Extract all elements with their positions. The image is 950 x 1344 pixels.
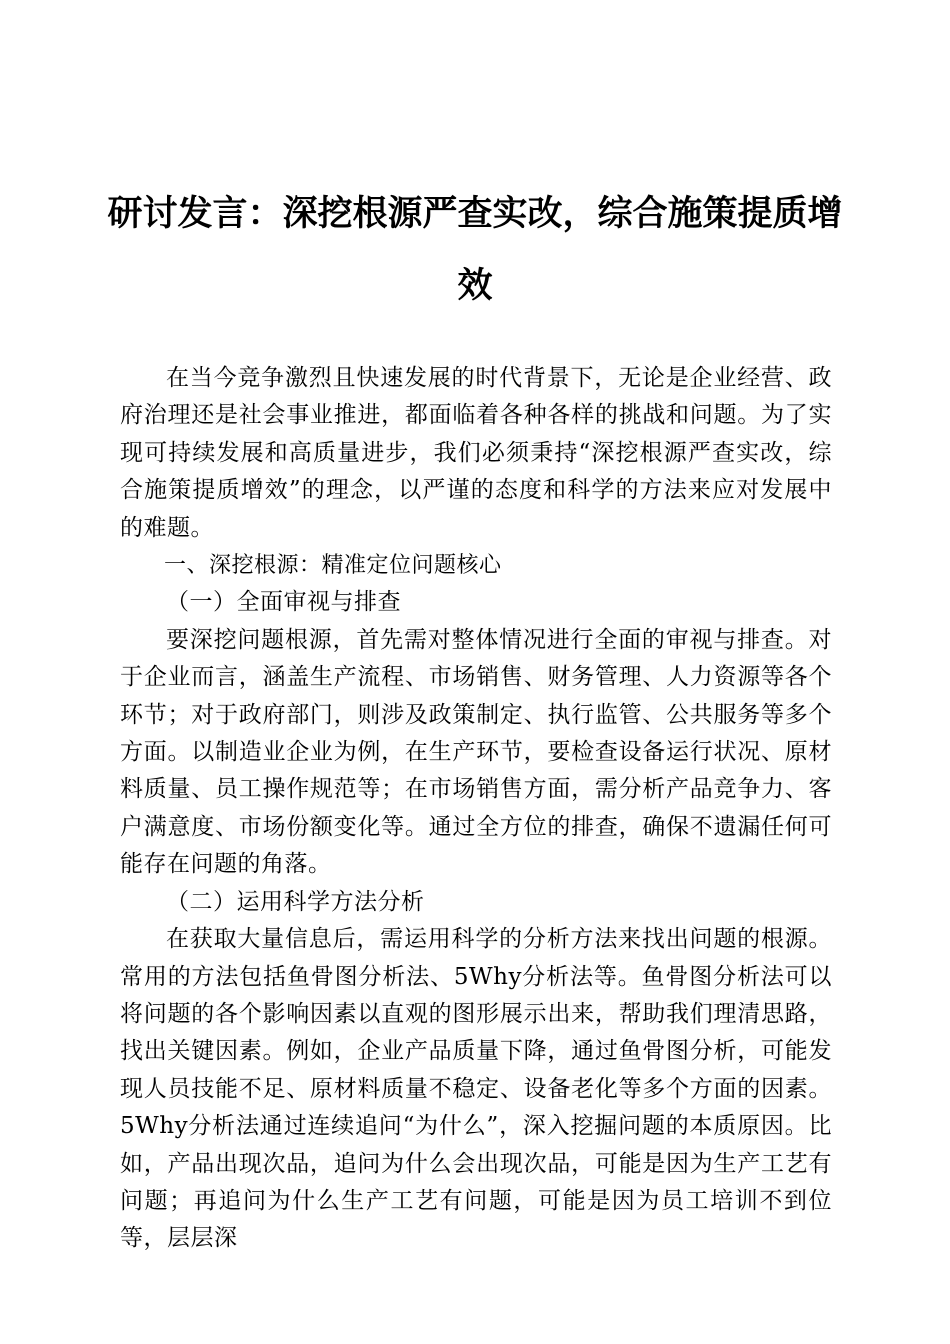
document-title: 研讨发言：深挖根源严查实改，综合施策提质增效: [107, 193, 843, 306]
subsection-heading-2: （二）运用科学方法分析: [166, 888, 425, 915]
paragraph-review: 要深挖问题根源，首先需对整体情况进行全面的审视与排查。对于企业而言，涵盖生产流程、市场销售、财务管理、人力资源等各个环节；对于政府部门，则涉及政策制定、执行监管、公共服务等多个方面。以制造业企业为例，在生产环节，要检查设备运行状况、原材料质量、员工操作规范等；在市场销售方面，需分析产品竞争力、客户满意度、市场份额变化等。通过全方位的排查，确保不遗漏任何可能存在问题的角落。: [120, 626, 832, 878]
section-heading-1: 一、深挖根源：精准定位问题核心: [164, 553, 502, 579]
subsection-heading-1: （一）全面审视与排查: [166, 589, 401, 616]
document-body: [120, 360, 832, 1258]
paragraph-intro: 在当今竞争激烈且快速发展的时代背景下，无论是企业经营、政府治理还是社会事业推进，都面临着各种各样的挑战和问题。为了实现可持续发展和高质量进步，我们必须秉持“深挖根源严查实改，综合施策提质增效”的理念，以严谨的态度和科学的方法来应对发展中的难题。: [120, 365, 832, 541]
paragraph-analysis: 在获取大量信息后，需运用科学的分析方法来找出问题的根源。常用的方法包括鱼骨图分析法、5Why分析法等。鱼骨图分析法可以将问题的各个影响因素以直观的图形展示出来，帮助我们理清思路，找出关键因素。例如，企业产品质量下降，通过鱼骨图分析，可能发现人员技能不足、原材料质量不稳定、设备老化等多个方面的因素。5Why分析法通过连续追问“为什么”，深入挖掘问题的本质原因。比如，产品出现次品，追问为什么会出现次品，可能是因为生产工艺有问题；再追问为什么生产工艺有问题，可能是因为员工培训不到位等，层层深: [120, 926, 832, 1252]
